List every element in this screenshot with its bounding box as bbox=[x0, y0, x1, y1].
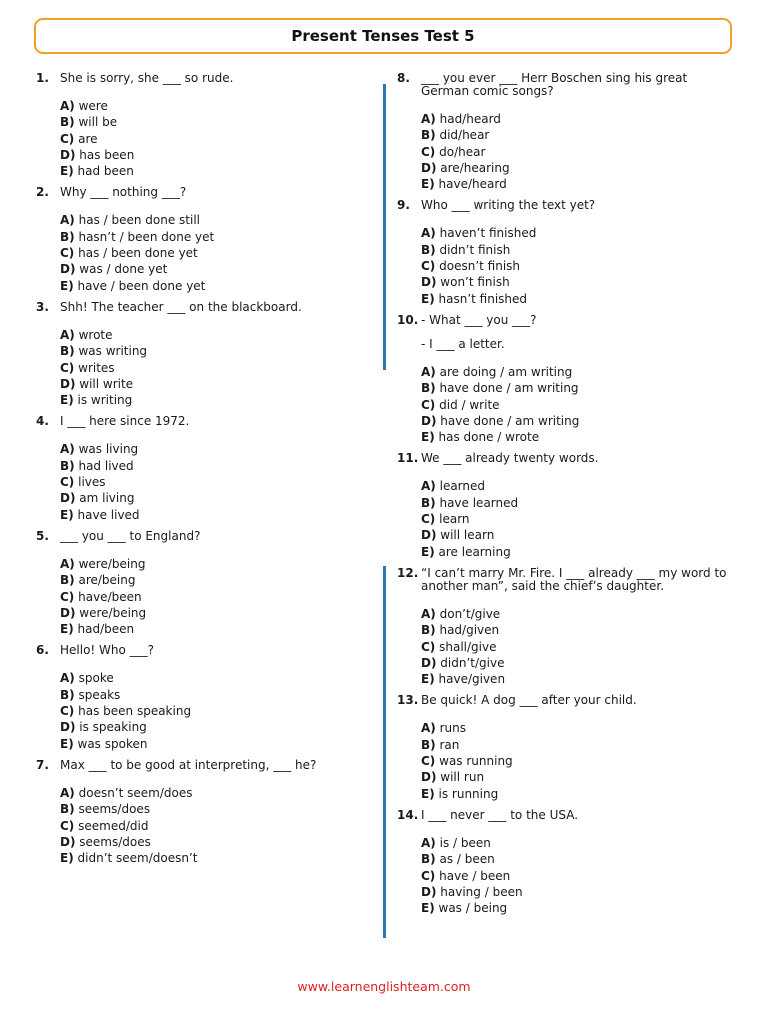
answer-option[interactable] bbox=[421, 258, 737, 274]
question-number: 11. bbox=[397, 451, 419, 466]
option-text: has / been done yet bbox=[78, 246, 198, 261]
option-text: are bbox=[78, 131, 98, 146]
question-stem bbox=[36, 530, 366, 543]
answer-option[interactable] bbox=[60, 98, 366, 114]
answer-option[interactable] bbox=[421, 851, 737, 867]
answer-option[interactable] bbox=[421, 769, 737, 785]
option-letter: A) bbox=[60, 327, 75, 342]
option-letter: C) bbox=[60, 475, 75, 490]
options-list bbox=[60, 212, 366, 293]
question bbox=[36, 415, 366, 522]
option-text: are learning bbox=[438, 544, 511, 559]
answer-option[interactable] bbox=[60, 850, 366, 866]
answer-option[interactable] bbox=[421, 720, 737, 736]
question-stem bbox=[36, 301, 366, 314]
answer-option[interactable] bbox=[421, 495, 737, 511]
option-text: as / been bbox=[439, 852, 495, 867]
question bbox=[36, 530, 366, 637]
option-letter: E) bbox=[421, 291, 435, 306]
column-divider-top bbox=[383, 84, 386, 370]
option-text: have done / am writing bbox=[440, 413, 580, 428]
answer-option[interactable] bbox=[60, 343, 366, 359]
answer-option[interactable] bbox=[421, 413, 737, 429]
question-subtext: - I ___ a letter. bbox=[421, 336, 505, 351]
option-letter: D) bbox=[60, 605, 76, 620]
option-letter: D) bbox=[421, 160, 437, 175]
option-text: didn’t/give bbox=[440, 655, 505, 670]
answer-option[interactable] bbox=[421, 225, 737, 241]
question bbox=[36, 72, 366, 179]
answer-option[interactable] bbox=[60, 458, 366, 474]
option-text: have/given bbox=[438, 672, 506, 687]
question-text: I ___ here since 1972. bbox=[60, 414, 190, 429]
question bbox=[36, 644, 366, 751]
option-letter: A) bbox=[421, 112, 436, 126]
option-text: hasn’t / been done yet bbox=[78, 229, 215, 244]
option-text: having / been bbox=[440, 884, 523, 899]
option-letter: B) bbox=[421, 623, 436, 638]
option-letter: D) bbox=[421, 413, 437, 428]
question-text: She is sorry, she ___ so rude. bbox=[60, 71, 234, 85]
option-letter: C) bbox=[421, 754, 436, 769]
page-title: Present Tenses Test 5 bbox=[291, 27, 475, 45]
answer-option[interactable] bbox=[421, 364, 737, 380]
question bbox=[397, 314, 737, 445]
option-text: was / being bbox=[438, 901, 508, 916]
option-letter: B) bbox=[60, 687, 75, 702]
question bbox=[36, 186, 366, 293]
option-letter: A) bbox=[60, 671, 75, 686]
option-text: did / write bbox=[439, 397, 500, 412]
option-letter: D) bbox=[421, 655, 437, 670]
option-text: will run bbox=[440, 770, 485, 785]
option-letter: B) bbox=[421, 852, 436, 867]
option-text: learn bbox=[439, 512, 470, 527]
answer-option[interactable] bbox=[60, 131, 366, 147]
question-number: 2. bbox=[36, 185, 49, 200]
option-text: had/given bbox=[439, 623, 500, 638]
option-letter: B) bbox=[60, 802, 75, 817]
option-letter: C) bbox=[60, 360, 75, 375]
answer-option[interactable] bbox=[421, 884, 737, 900]
option-text: were/being bbox=[78, 556, 146, 571]
question-number: 4. bbox=[36, 414, 49, 429]
option-text: hasn’t finished bbox=[438, 291, 528, 306]
option-letter: D) bbox=[60, 720, 76, 735]
option-text: have/been bbox=[78, 589, 142, 604]
option-letter: A) bbox=[421, 479, 436, 494]
option-text: wrote bbox=[78, 327, 113, 342]
option-letter: C) bbox=[60, 246, 75, 261]
option-letter: B) bbox=[421, 381, 436, 396]
answer-option[interactable] bbox=[60, 212, 366, 228]
answer-option[interactable] bbox=[60, 687, 366, 703]
answer-option[interactable] bbox=[421, 671, 737, 687]
question-stem bbox=[397, 72, 737, 98]
option-letter: A) bbox=[421, 835, 436, 850]
answer-option[interactable] bbox=[421, 144, 737, 160]
option-text: is running bbox=[438, 786, 499, 801]
option-letter: D) bbox=[421, 770, 437, 785]
option-letter: E) bbox=[60, 736, 74, 751]
answer-option[interactable] bbox=[60, 589, 366, 605]
question bbox=[397, 452, 737, 559]
options-list bbox=[421, 111, 737, 192]
answer-option[interactable] bbox=[60, 572, 366, 588]
question-stem bbox=[397, 809, 737, 822]
option-letter: B) bbox=[421, 737, 436, 752]
answer-option[interactable] bbox=[60, 327, 366, 343]
question-text: Be quick! A dog ___ after your child. bbox=[421, 693, 637, 708]
option-text: don’t/give bbox=[439, 606, 501, 621]
question-number: 3. bbox=[36, 299, 49, 314]
options-list bbox=[60, 441, 366, 522]
option-letter: E) bbox=[421, 544, 435, 559]
answer-option[interactable] bbox=[60, 278, 366, 294]
option-letter: D) bbox=[421, 528, 437, 543]
option-letter: E) bbox=[60, 851, 74, 866]
answer-option[interactable] bbox=[421, 291, 737, 307]
option-letter: A) bbox=[60, 213, 75, 228]
option-letter: D) bbox=[421, 275, 437, 290]
option-text: runs bbox=[439, 721, 467, 736]
title-box bbox=[34, 18, 732, 54]
option-text: were bbox=[78, 99, 108, 113]
question-number: 14. bbox=[397, 807, 419, 822]
answer-option[interactable] bbox=[60, 441, 366, 457]
option-letter: B) bbox=[60, 115, 75, 130]
answer-option[interactable] bbox=[421, 274, 737, 290]
question-number: 8. bbox=[397, 71, 410, 85]
option-text: lives bbox=[78, 475, 106, 490]
question-text: We ___ already twenty words. bbox=[421, 451, 599, 466]
option-letter: C) bbox=[421, 259, 436, 274]
option-text: are/hearing bbox=[440, 160, 510, 175]
option-text: haven’t finished bbox=[439, 226, 537, 241]
option-text: is speaking bbox=[79, 720, 147, 735]
question-text: I ___ never ___ to the USA. bbox=[421, 807, 579, 822]
option-text: didn’t seem/doesn’t bbox=[77, 851, 198, 866]
option-letter: E) bbox=[60, 622, 74, 637]
options-list bbox=[60, 785, 366, 866]
answer-option[interactable] bbox=[60, 376, 366, 392]
option-text: has done / wrote bbox=[438, 430, 540, 445]
answer-option[interactable] bbox=[60, 556, 366, 572]
options-list bbox=[421, 835, 737, 916]
question bbox=[36, 301, 366, 408]
option-text: won’t finish bbox=[440, 275, 510, 290]
question-text: - What ___ you ___? bbox=[421, 312, 537, 327]
column-divider-bottom bbox=[383, 566, 386, 938]
answer-option[interactable] bbox=[60, 163, 366, 179]
answer-option[interactable] bbox=[421, 868, 737, 884]
option-letter: E) bbox=[60, 507, 74, 522]
option-letter: C) bbox=[421, 512, 436, 527]
option-text: has been bbox=[79, 147, 135, 162]
option-letter: C) bbox=[60, 131, 75, 146]
option-text: doesn’t seem/does bbox=[78, 785, 193, 800]
answer-option[interactable] bbox=[60, 392, 366, 408]
option-text: was running bbox=[439, 754, 513, 769]
answer-option[interactable] bbox=[60, 736, 366, 752]
option-text: seems/does bbox=[78, 802, 151, 817]
option-letter: A) bbox=[421, 721, 436, 736]
options-list bbox=[421, 364, 737, 445]
question-number: 12. bbox=[397, 565, 419, 580]
option-letter: A) bbox=[60, 556, 75, 571]
option-letter: A) bbox=[421, 364, 436, 379]
option-text: ran bbox=[439, 737, 460, 752]
answer-option[interactable] bbox=[421, 429, 737, 445]
question-stem bbox=[36, 644, 366, 657]
option-text: is / been bbox=[439, 835, 491, 850]
option-letter: B) bbox=[60, 344, 75, 359]
question-stem bbox=[397, 694, 737, 707]
answer-option[interactable] bbox=[60, 834, 366, 850]
question-stem bbox=[36, 72, 366, 85]
answer-option[interactable] bbox=[60, 621, 366, 637]
answer-option[interactable] bbox=[60, 719, 366, 735]
option-text: was writing bbox=[78, 344, 148, 359]
option-letter: C) bbox=[421, 397, 436, 412]
question-text: ___ you ___ to England? bbox=[60, 528, 201, 543]
option-letter: E) bbox=[421, 177, 435, 192]
answer-option[interactable] bbox=[60, 474, 366, 490]
answer-option[interactable] bbox=[421, 242, 737, 258]
answer-option[interactable] bbox=[60, 605, 366, 621]
question-stem bbox=[36, 759, 366, 772]
answer-option[interactable] bbox=[421, 655, 737, 671]
option-text: doesn’t finish bbox=[439, 259, 521, 274]
answer-option[interactable] bbox=[60, 245, 366, 261]
question-text: Hello! Who ___? bbox=[60, 643, 155, 658]
answer-option[interactable] bbox=[421, 527, 737, 543]
option-letter: B) bbox=[60, 229, 75, 244]
answer-option[interactable] bbox=[421, 478, 737, 494]
answer-option[interactable] bbox=[421, 639, 737, 655]
option-letter: B) bbox=[60, 458, 75, 473]
answer-option[interactable] bbox=[421, 606, 737, 622]
question-number: 13. bbox=[397, 693, 419, 708]
question-number: 6. bbox=[36, 643, 49, 658]
option-text: was / done yet bbox=[79, 262, 168, 277]
option-letter: E) bbox=[421, 901, 435, 916]
answer-option[interactable] bbox=[60, 261, 366, 277]
option-letter: B) bbox=[421, 242, 436, 257]
option-letter: A) bbox=[421, 606, 436, 621]
option-letter: C) bbox=[421, 868, 436, 883]
option-letter: A) bbox=[421, 226, 436, 241]
options-list bbox=[60, 98, 366, 179]
question-stem bbox=[36, 186, 366, 199]
option-letter: E) bbox=[60, 393, 74, 408]
answer-option[interactable] bbox=[60, 147, 366, 163]
answer-option[interactable] bbox=[60, 801, 366, 817]
question-stem bbox=[397, 199, 737, 212]
options-list bbox=[421, 478, 737, 559]
option-text: have lived bbox=[77, 507, 140, 522]
footer-url[interactable]: www.learnenglishteam.com bbox=[297, 979, 471, 994]
question-stem bbox=[397, 314, 737, 327]
option-letter: A) bbox=[60, 785, 75, 800]
answer-option[interactable] bbox=[421, 127, 737, 143]
answer-option[interactable] bbox=[60, 490, 366, 506]
answer-option[interactable] bbox=[421, 622, 737, 638]
answer-option[interactable] bbox=[421, 544, 737, 560]
question-number: 1. bbox=[36, 71, 49, 85]
answer-option[interactable] bbox=[60, 507, 366, 523]
option-letter: E) bbox=[421, 786, 435, 801]
answer-option[interactable] bbox=[60, 229, 366, 245]
answer-option[interactable] bbox=[421, 737, 737, 753]
option-letter: D) bbox=[60, 147, 76, 162]
option-text: were/being bbox=[79, 605, 147, 620]
option-letter: A) bbox=[60, 99, 75, 113]
question bbox=[397, 72, 737, 192]
option-text: speaks bbox=[78, 687, 121, 702]
option-letter: E) bbox=[60, 164, 74, 179]
answer-option[interactable] bbox=[60, 785, 366, 801]
answer-option[interactable] bbox=[60, 360, 366, 376]
option-text: have learned bbox=[439, 495, 519, 510]
option-letter: E) bbox=[60, 278, 74, 293]
option-letter: B) bbox=[60, 573, 75, 588]
answer-option[interactable] bbox=[421, 380, 737, 396]
option-text: spoke bbox=[78, 671, 114, 686]
option-text: has been speaking bbox=[78, 704, 192, 719]
option-text: shall/give bbox=[439, 639, 497, 654]
question-text: Shh! The teacher ___ on the blackboard. bbox=[60, 299, 302, 314]
option-text: will be bbox=[78, 115, 118, 130]
options-list bbox=[60, 556, 366, 637]
answer-option[interactable] bbox=[421, 900, 737, 916]
options-list bbox=[421, 225, 737, 306]
answer-option[interactable] bbox=[421, 835, 737, 851]
question-stem bbox=[36, 415, 366, 428]
option-letter: D) bbox=[60, 834, 76, 849]
question-text: Who ___ writing the text yet? bbox=[421, 198, 596, 213]
answer-option[interactable] bbox=[421, 111, 737, 127]
option-text: did/hear bbox=[439, 128, 490, 143]
option-text: had been bbox=[77, 164, 134, 179]
option-letter: C) bbox=[60, 818, 75, 833]
question-number: 9. bbox=[397, 198, 410, 213]
option-letter: C) bbox=[421, 639, 436, 654]
right-column bbox=[397, 72, 737, 923]
option-text: have / been bbox=[439, 868, 511, 883]
option-text: writes bbox=[78, 360, 115, 375]
question bbox=[397, 567, 737, 687]
option-text: will learn bbox=[440, 528, 495, 543]
option-text: had lived bbox=[78, 458, 134, 473]
answer-option[interactable] bbox=[60, 670, 366, 686]
options-list bbox=[60, 670, 366, 751]
option-text: had/heard bbox=[439, 112, 501, 126]
answer-option[interactable] bbox=[60, 703, 366, 719]
answer-option[interactable] bbox=[421, 786, 737, 802]
answer-option[interactable] bbox=[421, 176, 737, 192]
option-text: was living bbox=[78, 442, 139, 457]
option-text: am living bbox=[79, 491, 135, 506]
option-text: learned bbox=[439, 479, 486, 494]
options-list bbox=[421, 720, 737, 801]
option-text: are doing / am writing bbox=[439, 364, 573, 379]
question-text: Max ___ to be good at interpreting, ___ he? bbox=[60, 757, 317, 772]
option-text: are/being bbox=[78, 573, 136, 588]
option-text: have done / am writing bbox=[439, 381, 579, 396]
option-letter: D) bbox=[60, 491, 76, 506]
answer-option[interactable] bbox=[421, 397, 737, 413]
option-text: do/hear bbox=[439, 144, 486, 159]
options-list bbox=[60, 327, 366, 408]
option-letter: C) bbox=[60, 704, 75, 719]
option-text: will write bbox=[79, 376, 134, 391]
question bbox=[36, 759, 366, 866]
option-letter: C) bbox=[421, 144, 436, 159]
answer-option[interactable] bbox=[421, 160, 737, 176]
option-text: have / been done yet bbox=[77, 278, 206, 293]
option-letter: B) bbox=[421, 495, 436, 510]
question-text: ___ you ever ___ Herr Boschen sing his great German comic songs? bbox=[421, 71, 692, 98]
answer-option[interactable] bbox=[421, 753, 737, 769]
question-number: 5. bbox=[36, 528, 49, 543]
option-text: had/been bbox=[77, 622, 135, 637]
option-letter: B) bbox=[421, 128, 436, 143]
question-stem bbox=[397, 567, 737, 593]
question bbox=[397, 809, 737, 916]
question-number: 7. bbox=[36, 757, 49, 772]
option-text: seems/does bbox=[79, 834, 151, 849]
answer-option[interactable] bbox=[60, 818, 366, 834]
question bbox=[397, 694, 737, 801]
answer-option[interactable] bbox=[60, 114, 366, 130]
option-letter: E) bbox=[421, 430, 435, 445]
options-list bbox=[421, 606, 737, 687]
question-text: Why ___ nothing ___? bbox=[60, 185, 187, 200]
option-letter: D) bbox=[60, 262, 76, 277]
option-letter: E) bbox=[421, 672, 435, 687]
option-letter: D) bbox=[60, 376, 76, 391]
question-text: “I can’t marry Mr. Fire. I ___ already ___ my word to another man”, said the chief’s daughter. bbox=[421, 565, 731, 593]
option-text: seemed/did bbox=[78, 818, 149, 833]
option-text: have/heard bbox=[438, 177, 507, 192]
question bbox=[397, 199, 737, 306]
option-text: didn’t finish bbox=[439, 242, 511, 257]
option-letter: A) bbox=[60, 442, 75, 457]
question-number: 10. bbox=[397, 312, 419, 327]
option-text: has / been done still bbox=[78, 213, 201, 228]
option-text: was spoken bbox=[77, 736, 148, 751]
option-letter: D) bbox=[421, 884, 437, 899]
answer-option[interactable] bbox=[421, 511, 737, 527]
option-letter: C) bbox=[60, 589, 75, 604]
left-column bbox=[36, 72, 366, 873]
question-stem bbox=[397, 452, 737, 465]
option-text: is writing bbox=[77, 393, 133, 408]
